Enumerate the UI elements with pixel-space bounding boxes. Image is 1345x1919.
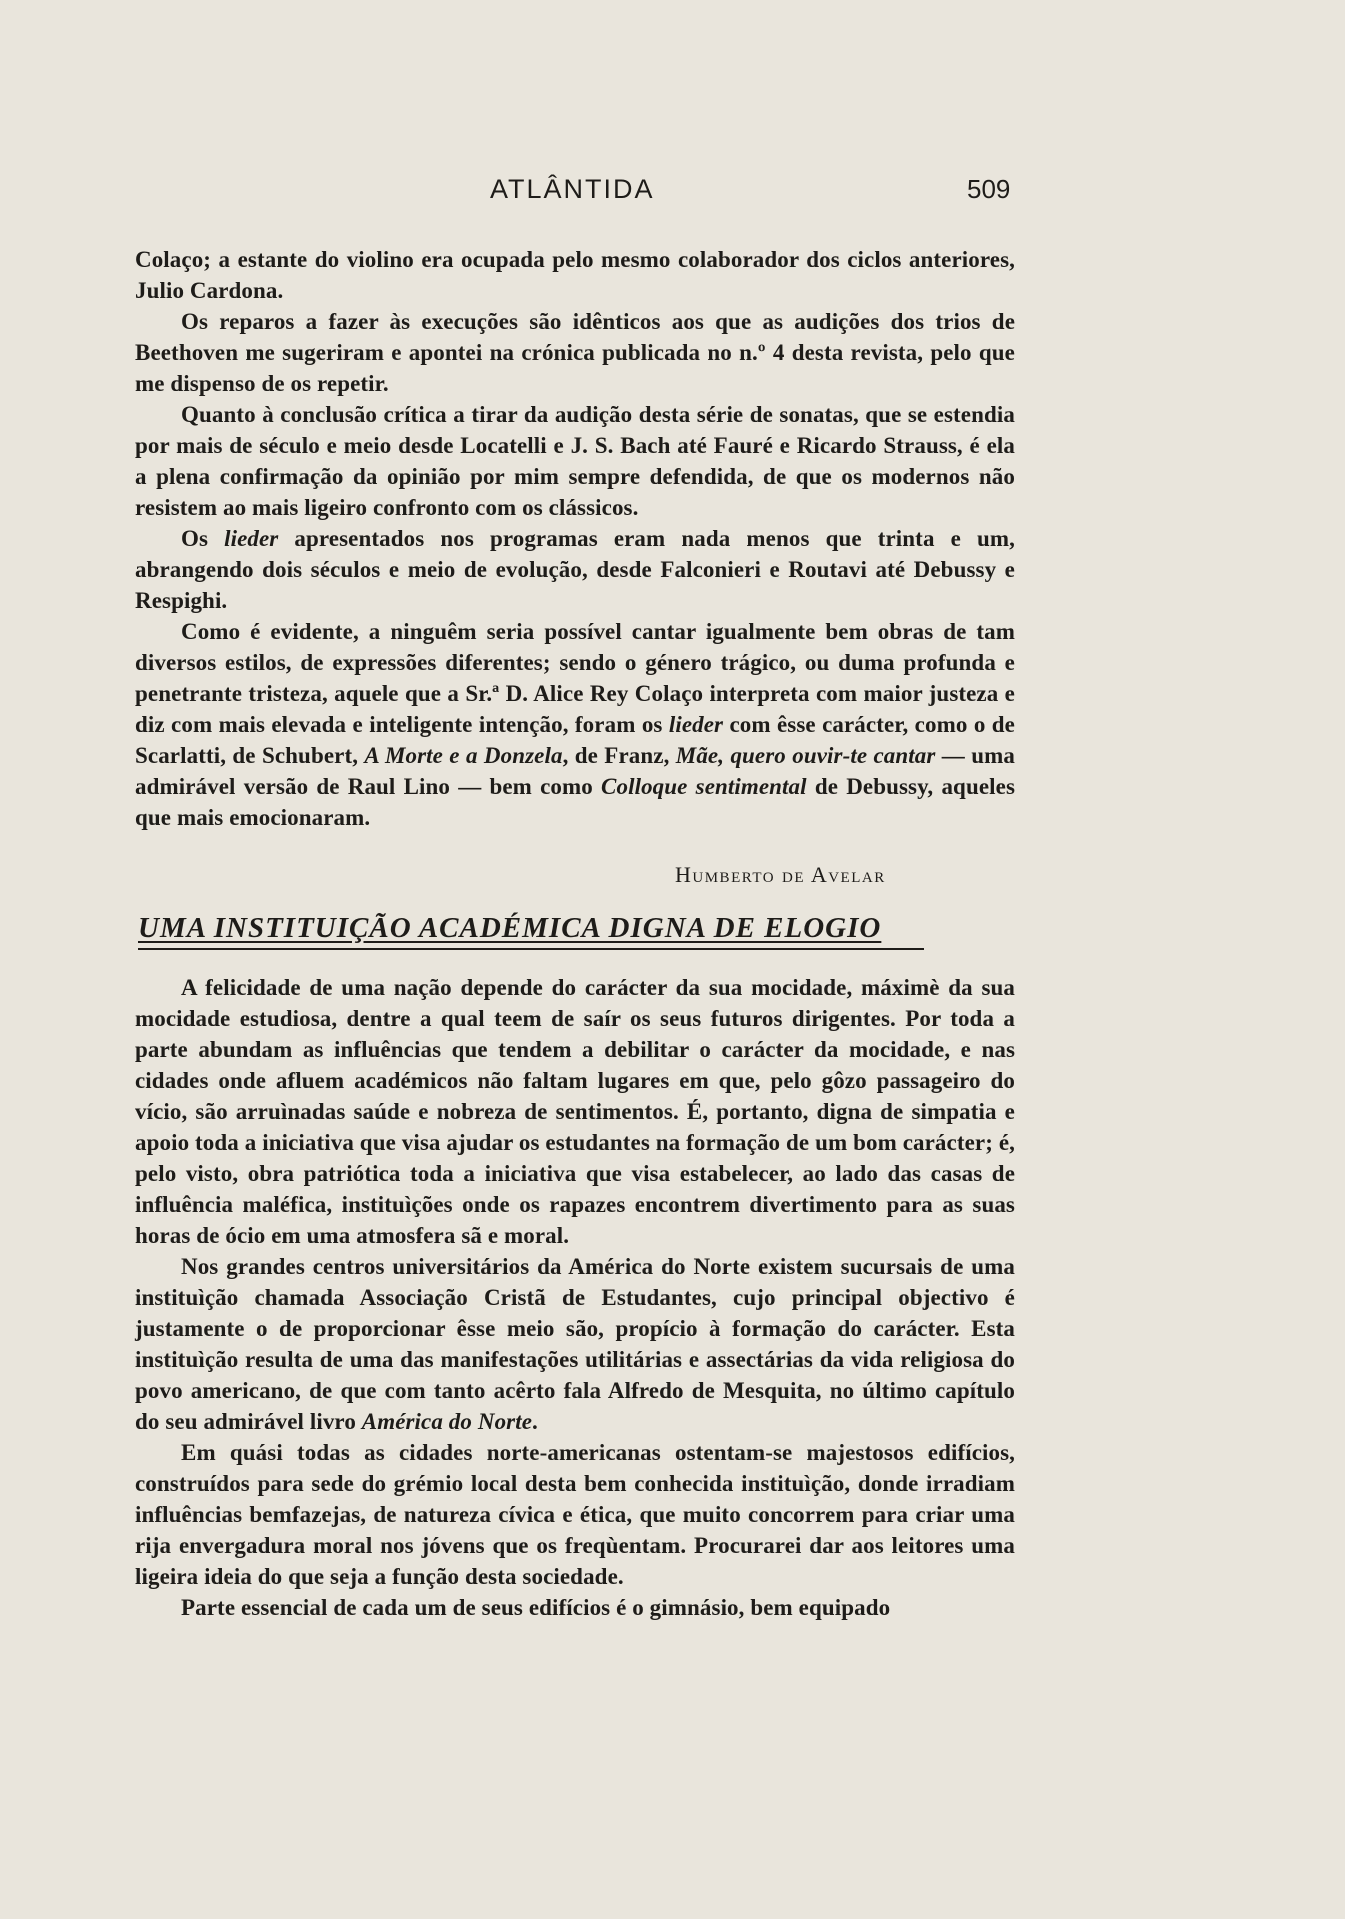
text-run: — uma admirável versão de Raul Lino — bem como [135, 743, 1015, 799]
paragraph [135, 523, 1015, 616]
text-run: com êsse carácter, como o de Scarlatti, de Schubert, [135, 712, 1015, 768]
work-title: Colloque sentimental [601, 774, 807, 799]
text-run: de Debussy, aqueles que mais emocionaram. [135, 774, 1015, 830]
paragraph: A felicidade de uma nação depende do carácter da sua mocidade, máximè da sua mocidade estudiosa, dentre a qual teem de saír os seus futuros dirigentes. Por toda a parte abundam as influências que tendem a debilitar o carácter da mocidade, e nas cidades onde afluem académicos não faltam lugares em que, pelo gôzo passageiro do vício, são arruìnadas saúde e nobreza de sentimentos. É, portanto, digna de simpatia e apoio toda a iniciativa que visa ajudar os estudantes na formação de um bom carácter; é, pelo visto, obra patriótica toda a iniciativa que visa estabelecer, ao lado das casas de influência maléfica, instituìções onde os rapazes encontrem divertimento para as suas horas de ócio em uma atmosfera sã e moral. [135, 975, 1015, 1248]
italic-term: lieder [668, 712, 724, 737]
work-title: Mãe, quero ouvir-te cantar [675, 743, 936, 768]
running-head [0, 174, 1345, 214]
paragraph [135, 616, 1015, 833]
article-body [135, 972, 1015, 1623]
paragraph [135, 1251, 1015, 1437]
text-run: Nos grandes centros universitários da América do Norte existem sucursais de uma instituìção chamada Associação Cristã de Estudantes, cujo principal objectivo é justamente o de proporcionar êsse meio são, propício à formação do carácter. Esta instituìção resulta de uma das manifestações utilitárias e assectárias da vida religiosa do povo americano, de que com tanto acêrto fala Alfredo de Mesquita, no último capítulo do seu admirável livro [135, 1254, 1015, 1434]
paragraph: Colaço; a estante do violino era ocupada pelo mesmo colaborador dos ciclos anteriores, Julio Cardona. [135, 247, 1015, 303]
text-run: . [532, 1409, 538, 1434]
text-run: apresentados nos programas eram nada menos que trinta e um, abrangendo dois séculos e meio de evolução, desde Falconieri e Routavi até Debussy e Respighi. [135, 526, 1015, 613]
title-rule [138, 948, 924, 950]
author-signature: Humberto de Avelar [675, 862, 886, 887]
book-title: América do Norte [361, 1409, 533, 1434]
italic-term: lieder [224, 526, 279, 551]
text-run: , de Franz, [562, 743, 676, 768]
journal-title: ATLÂNTIDA [490, 174, 655, 204]
article-title: UMA INSTITUIÇÃO ACADÉMICA DIGNA DE ELOGIO [138, 912, 882, 944]
review-continuation [135, 244, 1015, 833]
page-number: 509 [967, 174, 1011, 204]
paragraph: Parte essencial de cada um de seus edifícios é o gimnásio, bem equipado [181, 1595, 891, 1620]
paragraph: Em quási todas as cidades norte-americanas ostentam-se majestosos edifícios, construídos para sede do grémio local desta bem conhecida instituìção, donde irradiam influências bemfazejas, de natureza cívica e ética, que muito concorrem para criar uma rija envergadura moral nos jóvens que os freqùentam. Procurarei dar aos leitores uma ligeira ideia do que seja a função desta sociedade. [135, 1440, 1015, 1589]
work-title: A Morte e a Donzela [364, 743, 563, 768]
text-run: Como é evidente, a ninguêm seria possível cantar igualmente bem obras de tam diversos estilos, de expressões diferentes; sendo o género trágico, ou duma profunda e penetrante tristeza, aquele que a Sr.ª D. Alice Rey Colaço interpreta com maior justeza e diz com mais elevada e inteligente intenção, foram os [135, 619, 1015, 737]
paragraph: Quanto à conclusão crítica a tirar da audição desta série de sonatas, que se estendia por mais de século e meio desde Locatelli e J. S. Bach até Fauré e Ricardo Strauss, é ela a plena confirmação da opinião por mim sempre defendida, de que os modernos não resistem ao mais ligeiro confronto com os clássicos. [135, 402, 1015, 520]
text-run: Os [181, 526, 225, 551]
paragraph: Os reparos a fazer às execuções são idênticos aos que as audições dos trios de Beethoven me sugeriram e apontei na crónica publicada no n.º 4 desta revista, pelo que me dispenso de os repetir. [135, 309, 1015, 396]
